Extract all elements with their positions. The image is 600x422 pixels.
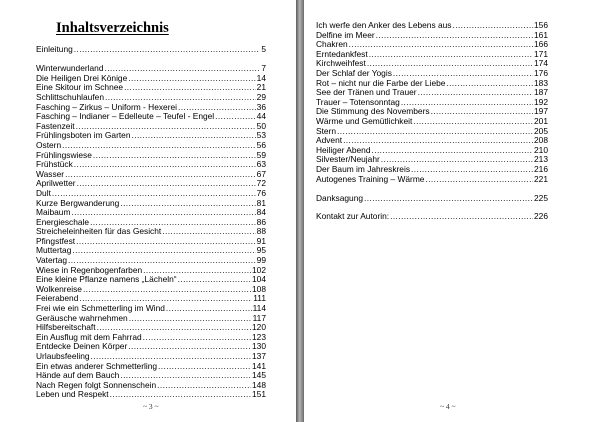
toc-entry-page-number: 176 — [534, 67, 548, 78]
toc-entry — [36, 179, 266, 189]
toc-entry-page-number: 29 — [256, 91, 266, 102]
toc-dot-leader — [77, 179, 256, 189]
toc-entry-page-number: 50 — [256, 120, 266, 131]
toc-entry-page-number: 174 — [534, 58, 548, 69]
toc-entry-label: Ein Ausflug mit dem Fahrrad — [36, 331, 142, 342]
toc-entry-page-number: 197 — [534, 106, 548, 117]
toc-title: Inhaltsverzeichnis — [56, 20, 169, 36]
toc-entry — [316, 117, 548, 127]
toc-dot-leader — [390, 212, 533, 222]
toc-dot-leader — [178, 275, 251, 285]
toc-entry-page-number: 53 — [256, 130, 266, 141]
toc-dot-leader — [364, 194, 533, 204]
toc-entry-page-number: 221 — [534, 173, 548, 184]
toc-entry-label: Energieschale — [36, 216, 90, 227]
toc-dot-leader — [157, 381, 251, 391]
toc-entry-label: Dult — [36, 187, 51, 198]
toc-entry-page-number: 14 — [256, 72, 266, 83]
toc-entry-page-number: 145 — [252, 370, 266, 381]
toc-dot-leader — [376, 31, 533, 41]
toc-dot-leader — [452, 21, 533, 31]
toc-dot-leader — [215, 112, 256, 122]
toc-entry-label: Pfingstfest — [36, 235, 76, 246]
page-number-footer: ~ 3 ~ — [143, 402, 159, 411]
toc-entry-page-number: 156 — [534, 20, 548, 30]
toc-entry-page-number: 171 — [534, 48, 548, 59]
toc-entry-page-number: 166 — [534, 39, 548, 50]
toc-entry-label: Heiliger Abend — [316, 144, 371, 155]
toc-list-right — [316, 21, 548, 222]
toc-entry-label: Die Heiligen Drei Könige — [36, 72, 128, 83]
toc-entry-page-number: 86 — [256, 216, 266, 227]
toc-dot-leader — [369, 50, 533, 60]
toc-entry-page-number: 161 — [534, 29, 548, 40]
toc-entry-label: Autogenes Training – Wärme — [316, 173, 425, 184]
toc-dot-leader — [71, 208, 255, 218]
toc-entry-page-number: 102 — [252, 264, 266, 275]
toc-entry-label: Die Stimmung des Novembers — [316, 106, 430, 117]
book-gutter — [296, 0, 304, 422]
toc-entry-label: Ein etwas anderer Schmetterling — [36, 360, 158, 371]
toc-dot-leader — [425, 175, 533, 185]
toc-entry-label: Wiese in Regenbogenfarben — [36, 264, 143, 275]
page-number-footer: ~ 4 ~ — [440, 402, 456, 411]
toc-entry-label: Ostern — [36, 139, 62, 150]
toc-entry-label: Stern — [316, 125, 337, 136]
toc-dot-leader — [166, 304, 252, 314]
toc-entry-label: Eine kleine Pflanze namens „Lächeln“ — [36, 274, 177, 285]
toc-entry-label: Kirchweihfest — [316, 58, 366, 69]
toc-entry-page-number: 88 — [256, 226, 266, 237]
toc-dot-leader — [65, 170, 256, 180]
toc-dot-leader — [143, 333, 251, 343]
toc-entry-label: Entdecke Deinen Körper — [36, 341, 128, 352]
toc-entry-label: Wolkenreise — [36, 283, 82, 294]
toc-entry-label: Trauer – Totensonntag — [316, 96, 400, 107]
toc-dot-leader — [411, 165, 533, 175]
toc-dot-leader — [418, 88, 533, 98]
toc-entry-page-number: 91 — [256, 235, 266, 246]
toc-dot-leader — [343, 136, 533, 146]
toc-entry-page-number: 117 — [252, 312, 266, 323]
toc-entry-page-number: 192 — [534, 96, 548, 107]
toc-entry-label: See der Tränen und Trauer — [316, 87, 417, 98]
toc-dot-leader — [349, 40, 533, 50]
toc-entry-label: Rot – nicht nur die Farbe der Liebe — [316, 77, 446, 88]
toc-entry-label: Einleitung — [36, 44, 73, 54]
toc-entry-label: Kurze Bergwanderung — [36, 197, 120, 208]
toc-entry — [316, 194, 548, 204]
toc-entry-label: Hilfsbereitschaft — [36, 322, 96, 333]
right-page — [304, 0, 600, 422]
toc-entry-label: Frei wie ein Schmetterling im Wind — [36, 303, 165, 314]
toc-entry-label: Wärme und Gemütlichkeit — [316, 115, 413, 126]
toc-dot-leader — [431, 107, 533, 117]
toc-entry — [316, 31, 548, 41]
toc-entry-label: Frühlingswiese — [36, 149, 92, 160]
toc-entry-page-number: 226 — [534, 211, 548, 222]
toc-dot-leader — [446, 79, 533, 89]
toc-dot-leader — [72, 246, 255, 256]
toc-entry-page-number: 137 — [252, 351, 266, 361]
toc-entry-page-number: 5 — [261, 44, 266, 54]
toc-entry-page-number: 108 — [252, 283, 266, 294]
toc-entry-label: Maibaum — [36, 207, 71, 218]
toc-entry-label: Vatertag — [36, 255, 68, 266]
toc-entry-page-number: 213 — [534, 154, 548, 165]
toc-entry-label: Eine Skitour im Schnee — [36, 82, 124, 93]
toc-entry-page-number: 21 — [256, 82, 266, 93]
toc-entry-label: Schlittschuhlaufen — [36, 91, 104, 102]
toc-entry — [36, 246, 266, 256]
toc-entry-label: Erntedankfest — [316, 48, 368, 59]
toc-entry-label: Winterwunderland — [36, 63, 104, 74]
toc-entry-label: Aprilwetter — [36, 178, 76, 189]
toc-entry-label: Feierabend — [36, 293, 79, 304]
toc-entry-page-number: 111 — [253, 293, 266, 304]
toc-entry-label: Nach Regen folgt Sonnenschein — [36, 379, 157, 390]
toc-dot-leader — [129, 314, 252, 324]
toc-entry-label: Fasching – Indianer – Edelleute – Teufel - Engel — [36, 111, 215, 122]
toc-entry-label: Geräusche wahrnehmen — [36, 312, 128, 323]
toc-entry-label: Ich werfe den Anker des Lebens aus — [316, 20, 452, 30]
toc-entry-page-number: 59 — [256, 149, 266, 160]
toc-entry-page-number: 148 — [252, 379, 266, 390]
toc-dot-leader — [74, 45, 261, 55]
toc-entry-page-number: 95 — [256, 245, 266, 256]
toc-entry-page-number: 104 — [252, 274, 266, 285]
toc-entry-page-number: 216 — [534, 163, 548, 174]
toc-dot-leader — [93, 151, 256, 161]
toc-entry-label: Danksagung — [316, 192, 364, 203]
toc-dot-leader — [337, 127, 533, 137]
toc-entry-page-number: 81 — [256, 197, 266, 208]
toc-entry-label: Chakren — [316, 39, 348, 50]
toc-entry-label: Muttertag — [36, 245, 72, 256]
toc-entry-label: Wasser — [36, 168, 65, 179]
toc-dot-leader — [128, 74, 255, 84]
toc-list-left — [36, 45, 266, 400]
toc-entry-page-number: 205 — [534, 125, 548, 136]
toc-entry-page-number: 151 — [252, 389, 266, 400]
toc-entry-page-number: 36 — [256, 101, 266, 112]
toc-entry-label: Fastenzeit — [36, 120, 75, 131]
toc-dot-leader — [128, 342, 251, 352]
toc-entry-page-number: 201 — [534, 115, 548, 126]
toc-entry-label: Frühstück — [36, 159, 73, 170]
toc-dot-leader — [132, 131, 256, 141]
toc-dot-leader — [105, 64, 261, 74]
toc-dot-leader — [120, 199, 255, 209]
left-page — [0, 0, 296, 422]
toc-entry-page-number: 44 — [256, 111, 266, 122]
toc-dot-leader — [371, 146, 533, 156]
toc-entry — [316, 127, 548, 137]
toc-dot-leader — [74, 160, 256, 170]
toc-entry-page-number: 120 — [252, 322, 266, 333]
toc-dot-leader — [124, 83, 256, 93]
toc-entry-page-number: 130 — [252, 341, 266, 352]
toc-entry-label: Urlaubsfeeling — [36, 351, 90, 361]
toc-entry-page-number: 183 — [534, 77, 548, 88]
toc-entry-page-number: 141 — [252, 360, 266, 371]
toc-entry-page-number: 72 — [256, 178, 266, 189]
toc-entry — [36, 131, 266, 141]
toc-dot-leader — [158, 362, 251, 372]
toc-entry — [36, 45, 266, 55]
toc-dot-leader — [162, 227, 255, 237]
toc-entry-page-number: 76 — [256, 187, 266, 198]
toc-entry-page-number: 99 — [256, 255, 266, 266]
toc-entry-label: Der Baum im Jahreskreis — [316, 163, 411, 174]
toc-entry-label: Leben und Respekt — [36, 389, 109, 400]
toc-entry-page-number: 84 — [256, 207, 266, 218]
toc-entry-label: Delfine im Meer — [316, 29, 375, 40]
toc-entry-page-number: 123 — [252, 331, 266, 342]
toc-entry-label: Hände auf dem Bauch — [36, 370, 120, 381]
toc-entry-page-number: 63 — [256, 159, 266, 170]
toc-entry-label: Der Schlaf der Yogis — [316, 67, 392, 78]
toc-entry-label: Streicheleinheiten für das Gesicht — [36, 226, 162, 237]
toc-entry — [36, 160, 266, 170]
toc-entry-label: Frühlingsboten im Garten — [36, 130, 131, 141]
toc-entry — [36, 199, 266, 209]
toc-entry — [36, 390, 266, 400]
toc-dot-leader — [83, 285, 251, 295]
toc-entry-label: Fasching – Zirkus – Uniform - Hexerei — [36, 101, 178, 112]
toc-entry-page-number: 67 — [256, 168, 266, 179]
toc-entry-label: Advent — [316, 135, 343, 146]
toc-entry-page-number: 187 — [534, 87, 548, 98]
toc-dot-leader — [413, 117, 533, 127]
toc-entry-label: Kontakt zur Autorin: — [316, 211, 390, 222]
toc-dot-leader — [76, 237, 256, 247]
toc-entry — [316, 175, 548, 185]
toc-entry-page-number: 114 — [252, 303, 266, 314]
toc-entry-label: Silvester/Neujahr — [316, 154, 380, 165]
toc-entry-page-number: 210 — [534, 144, 548, 155]
toc-entry-page-number: 225 — [534, 192, 548, 203]
toc-entry-page-number: 56 — [256, 139, 266, 150]
toc-entry — [316, 212, 548, 222]
toc-entry-page-number: 208 — [534, 135, 548, 146]
toc-entry-page-number: 7 — [261, 63, 266, 74]
toc-dot-leader — [110, 390, 251, 400]
